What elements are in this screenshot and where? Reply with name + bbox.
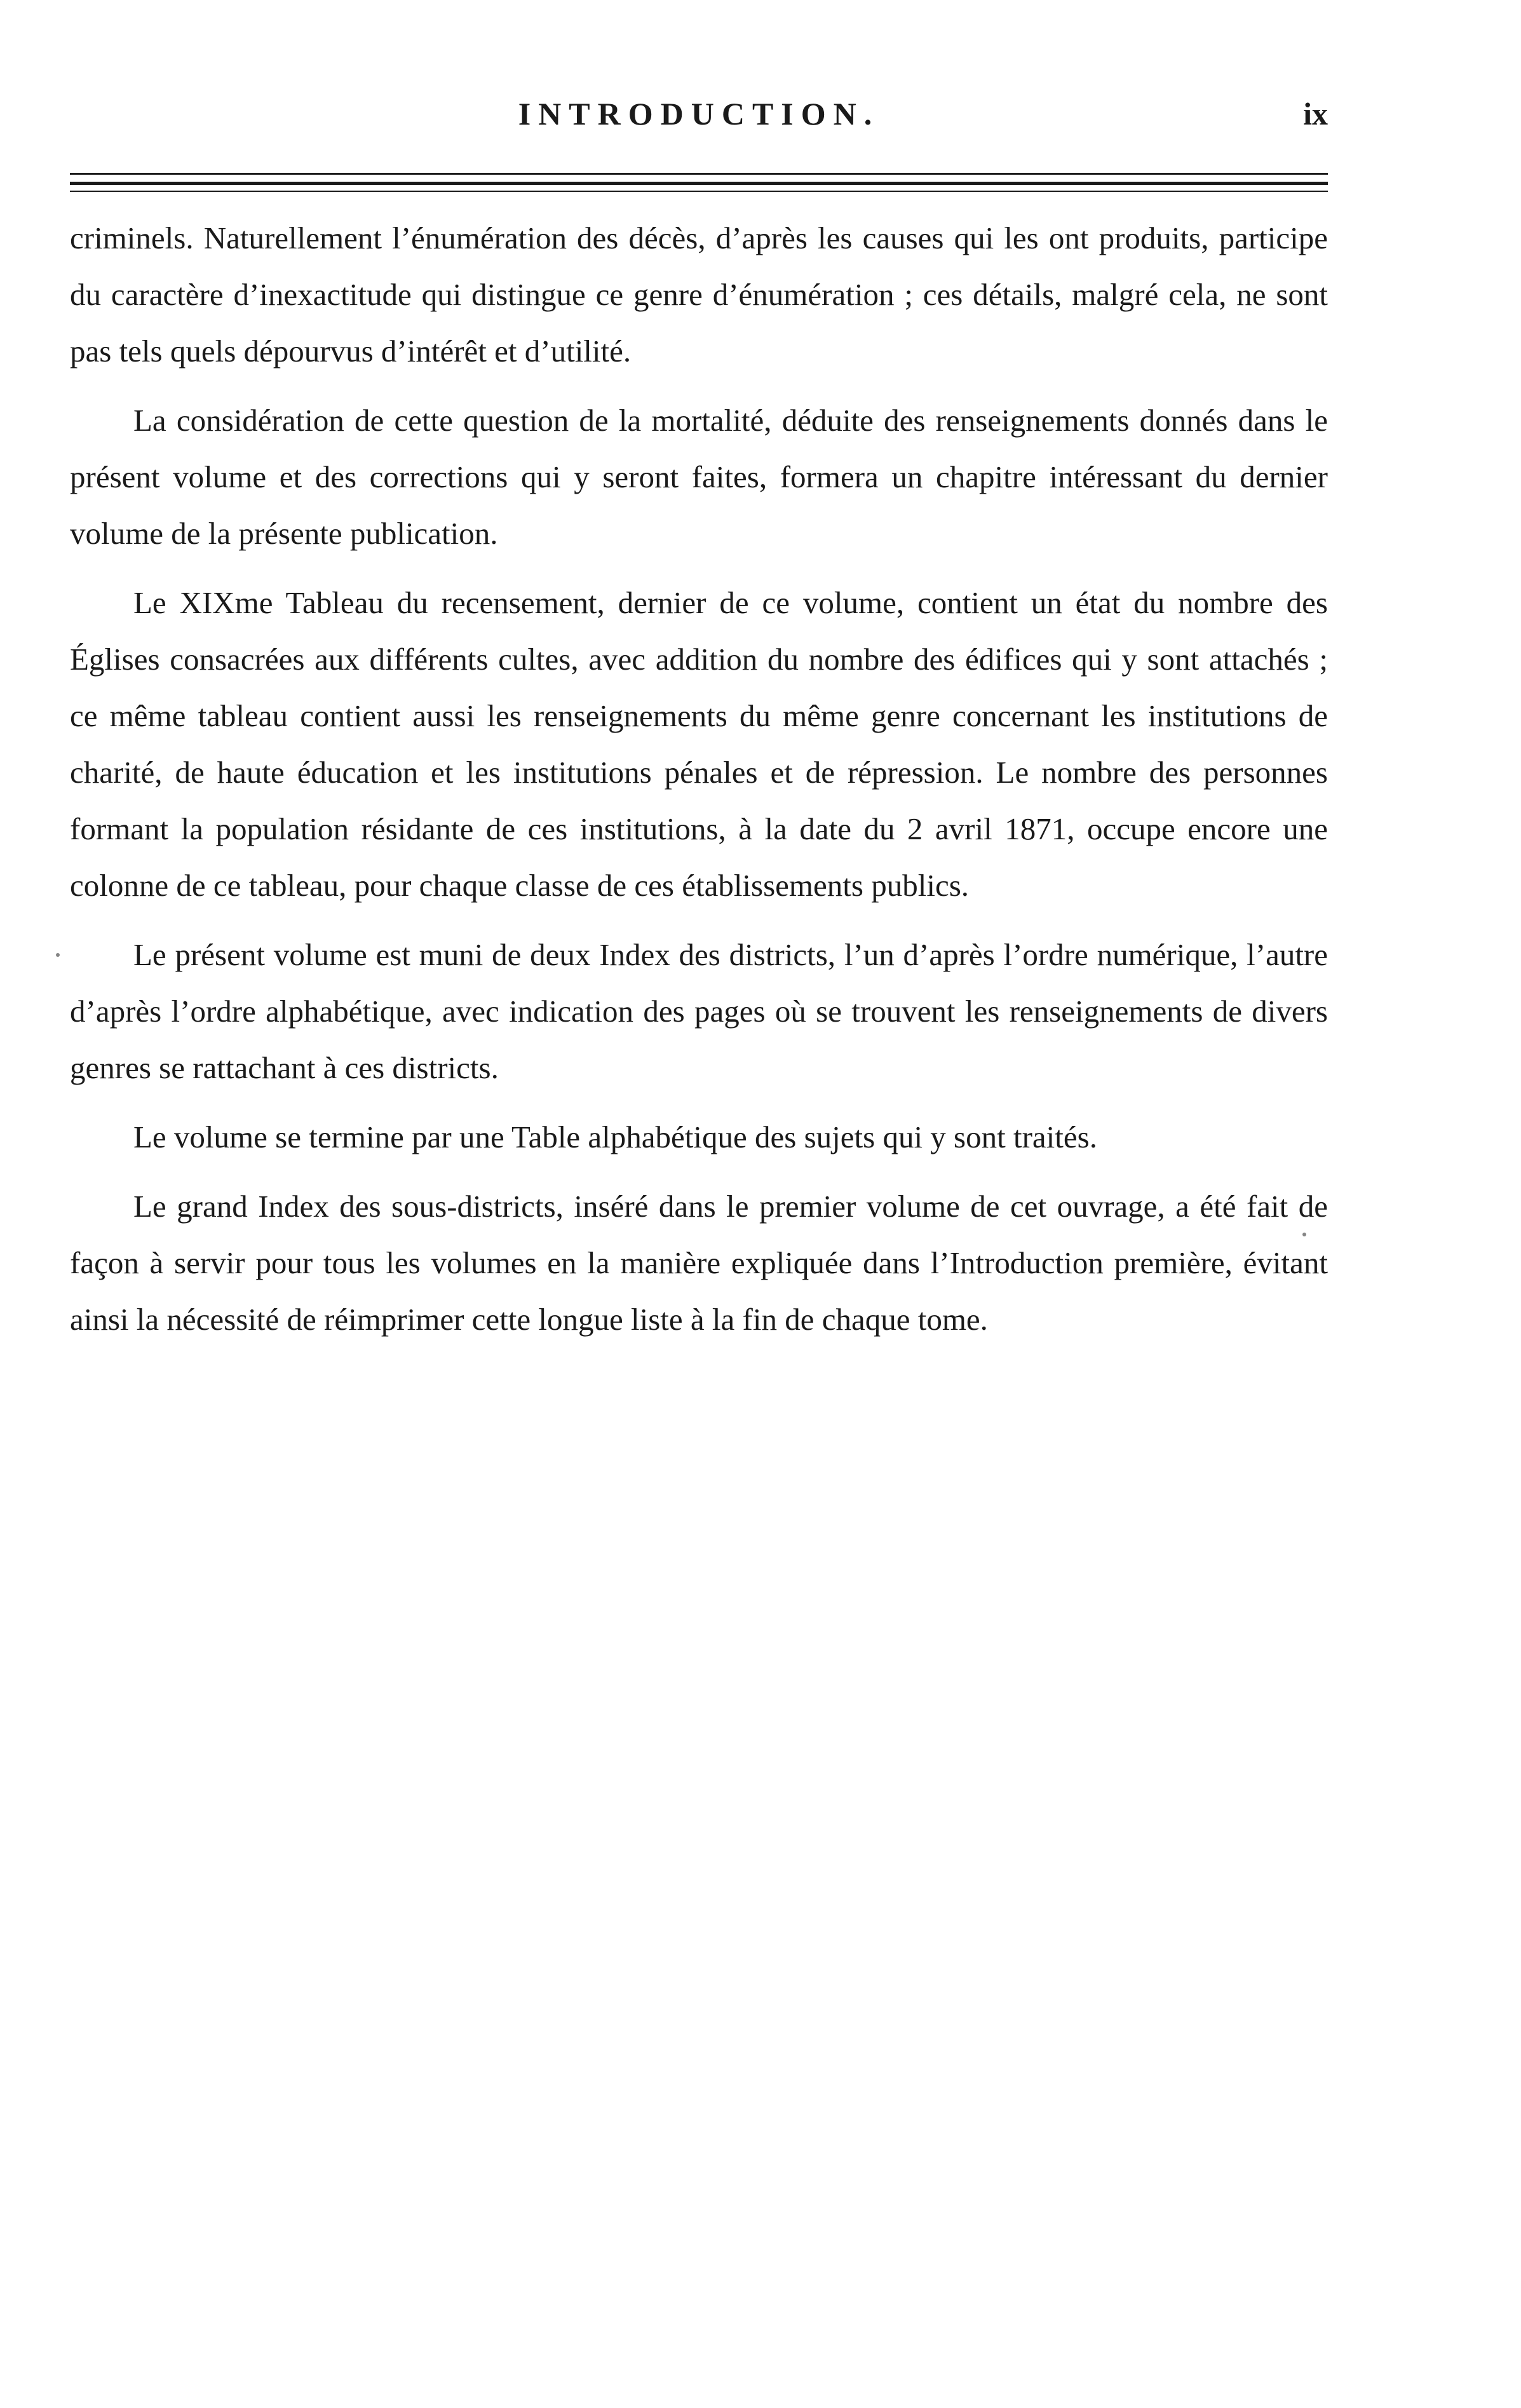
paragraph-continuation: criminels. Naturellement l’énumération des décès, d’après les causes qui les ont produits, participe du caractère d’inexactitude qui distingue ce genre d’énumération ; ces détails, malgré cela, ne sont pas tels quels dépourvus d’intérêt et d’utilité. <box>70 220 1328 369</box>
paragraph-subject-table: Le volume se termine par une Table alphabétique des sujets qui y sont traités. <box>133 1119 1097 1154</box>
paragraph-mortality: La considération de cette question de la mortalité, déduite des renseignements donnés dans le présent volume et des corrections qui y seront faites, formera un chapitre intéressant du dernier volume de la présente publication. <box>70 403 1328 551</box>
paragraph-table-xix: Le XIXme Tableau du recensement, dernier de ce volume, contient un état du nombre des Églises consacrées aux différents cultes, avec addition du nombre des édifices qui y sont attachés ; ce même tableau contient aussi les renseignements du même genre concernant les institutions de charité, de haute éducation et les institutions pénales et de répression. Le nombre des personnes formant la population résidante de ces institutions, à la date du 2 avril 1871, occupe encore une colonne de ce tableau, pour chaque classe de ces établissements publics. <box>70 585 1328 903</box>
page-number: ix <box>1303 96 1328 132</box>
paragraph-district-index: Le présent volume est muni de deux Index des districts, l’un d’après l’ordre numérique, l’autre d’après l’ordre alphabétique, avec indication des pages où se trouvent les renseignements de divers genres se rattachant à ces districts. <box>70 937 1328 1085</box>
paragraph-subdistrict-index: Le grand Index des sous-districts, inséré dans le premier volume de cet ouvrage, a été fait de façon à servir pour tous les volumes en la manière expliquée dans l’Introduction première, évitant ainsi la nécessité de réimprimer cette longue liste à la fin de chaque tome. <box>70 1189 1328 1337</box>
header-rule-top <box>70 173 1328 175</box>
header-rule-middle <box>70 182 1328 185</box>
running-header <box>70 95 1328 140</box>
body-text <box>70 210 1328 1348</box>
running-title: INTRODUCTION. <box>518 96 880 132</box>
header-rule-bottom <box>70 191 1328 192</box>
print-speck <box>1302 1233 1306 1236</box>
print-speck <box>56 953 60 957</box>
